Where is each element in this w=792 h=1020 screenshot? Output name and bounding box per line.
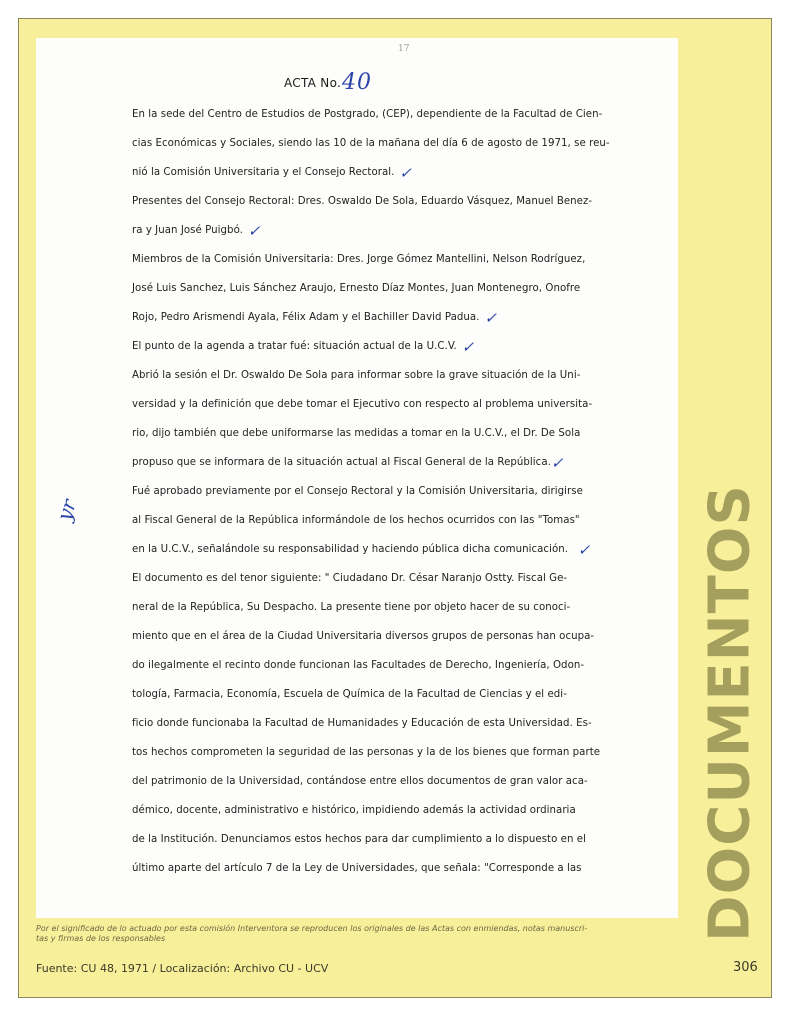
checkmark-icon: ✓ <box>394 164 412 182</box>
checkmark-icon: ✓ <box>242 222 261 240</box>
document-line <box>132 339 632 368</box>
document-line <box>132 455 632 484</box>
image-caption: Por el significado de lo actuado por esta comisión Interventora se reproducen los originales de las Actas con enmiendas, notas manuscri-tas y firmas de los responsables <box>36 924 588 943</box>
line-text: ra y Juan José Puigbó. <box>132 225 243 236</box>
acta-number-handwritten: 40 <box>342 70 372 95</box>
document-line <box>132 832 632 861</box>
source-citation: Fuente: CU 48, 1971 / Localización: Archivo CU - UCV <box>36 962 329 975</box>
checkmark-icon: ✓ <box>456 338 475 356</box>
document-line <box>132 803 632 832</box>
line-text: Fué aprobado previamente por el Consejo Rectoral y la Comisión Universitaria, dirigirse <box>132 486 583 497</box>
line-text: José Luis Sanchez, Luis Sánchez Araujo, Ernesto Díaz Montes, Juan Montenegro, Onofre <box>132 283 581 294</box>
document-line <box>132 600 632 629</box>
line-text: propuso que se informara de la situación actual al Fiscal General de la República. <box>132 457 551 468</box>
line-text: neral de la República, Su Despacho. La presente tiene por objeto hacer de su conoci- <box>132 602 571 613</box>
document-line <box>132 165 632 194</box>
line-text: tos hechos comprometen la seguridad de las personas y la de los bienes que forman parte <box>132 747 601 758</box>
line-text: El punto de la agenda a tratar fué: situación actual de la U.C.V. <box>132 341 457 352</box>
section-title-vertical <box>690 484 770 942</box>
acta-heading: ACTA No. <box>284 76 342 90</box>
document-line <box>132 716 632 745</box>
line-text: Presentes del Consejo Rectoral: Dres. Oswaldo De Sola, Eduardo Vásquez, Manuel Benez- <box>132 196 593 207</box>
line-text: Rojo, Pedro Arismendi Ayala, Félix Adam y el Bachiller David Padua. <box>132 312 480 323</box>
line-text: del patrimonio de la Universidad, contándose entre ellos documentos de gran valor aca- <box>132 776 588 787</box>
document-line <box>132 194 632 223</box>
line-text: do ilegalmente el recinto donde funcionan las Facultades de Derecho, Ingeniería, Odon- <box>132 660 585 671</box>
document-line <box>132 252 632 281</box>
document-line <box>132 281 632 310</box>
document-line <box>132 861 632 890</box>
document-line <box>132 745 632 774</box>
line-text: último aparte del artículo 7 de la Ley de Universidades, que señala: "Corresponde a las <box>132 863 582 874</box>
document-line <box>132 223 632 252</box>
document-line <box>132 310 632 339</box>
document-line <box>132 774 632 803</box>
line-text: rio, dijo también que debe uniformarse las medidas a tomar en la U.C.V., el Dr. De Sola <box>132 428 581 439</box>
checkmark-icon: ✓ <box>479 309 497 327</box>
line-text: Abrió la sesión el Dr. Oswaldo De Sola para informar sobre la grave situación de la Uni- <box>132 370 581 381</box>
line-text: cias Económicas y Sociales, siendo las 10 de la mañana del día 6 de agosto de 1971, se reu- <box>132 138 610 149</box>
document-line <box>132 136 632 165</box>
document-line <box>132 542 632 571</box>
checkmark-icon: ✓ <box>568 541 591 559</box>
line-text: en la U.C.V., señalándole su responsabilidad y haciendo pública dicha comunicación. <box>132 544 569 555</box>
document-line <box>132 629 632 658</box>
document-body <box>132 107 632 890</box>
line-text: démico, docente, administrativo e histórico, impidiendo además la actividad ordinaria <box>132 805 576 816</box>
line-text: miento que en el área de la Ciudad Universitaria diversos grupos de personas han ocupa- <box>132 631 595 642</box>
line-text: El documento es del tenor siguiente: " Ciudadano Dr. César Naranjo Ostty. Fiscal Ge- <box>132 573 568 584</box>
line-text: de la Institución. Denunciamos estos hechos para dar cumplimiento a lo dispuesto en el <box>132 834 586 845</box>
line-text: En la sede del Centro de Estudios de Postgrado, (CEP), dependiente de la Facultad de Cien- <box>132 109 603 120</box>
line-text: Miembros de la Comisión Universitaria: Dres. Jorge Gómez Mantellini, Nelson Rodríguez, <box>132 254 586 265</box>
scan-mark: 17 <box>398 44 410 54</box>
page-number: 306 <box>733 960 758 975</box>
line-text: tología, Farmacia, Economía, Escuela de Química de la Facultad de Ciencias y el edi- <box>132 689 567 700</box>
line-text: versidad y la definición que debe tomar el Ejecutivo con respecto al problema universita- <box>132 399 593 410</box>
line-text: nió la Comisión Universitaria y el Consejo Rectoral. <box>132 167 395 178</box>
checkmark-icon: ✓ <box>550 454 564 472</box>
handwritten-margin-note: yr <box>51 496 82 524</box>
document-line <box>132 658 632 687</box>
line-text: ficio donde funcionaba la Facultad de Humanidades y Educación de esta Universidad. Es- <box>132 718 592 729</box>
document-line <box>132 687 632 716</box>
document-line <box>132 513 632 542</box>
document-line <box>132 368 632 397</box>
document-line <box>132 426 632 455</box>
document-line <box>132 107 632 136</box>
scanned-document <box>36 38 678 918</box>
document-line <box>132 571 632 600</box>
document-line <box>132 397 632 426</box>
section-title-text: DOCUMENTOS <box>697 484 763 942</box>
line-text: al Fiscal General de la República informándole de los hechos ocurridos con las "Tomas" <box>132 515 580 526</box>
document-line <box>132 484 632 513</box>
